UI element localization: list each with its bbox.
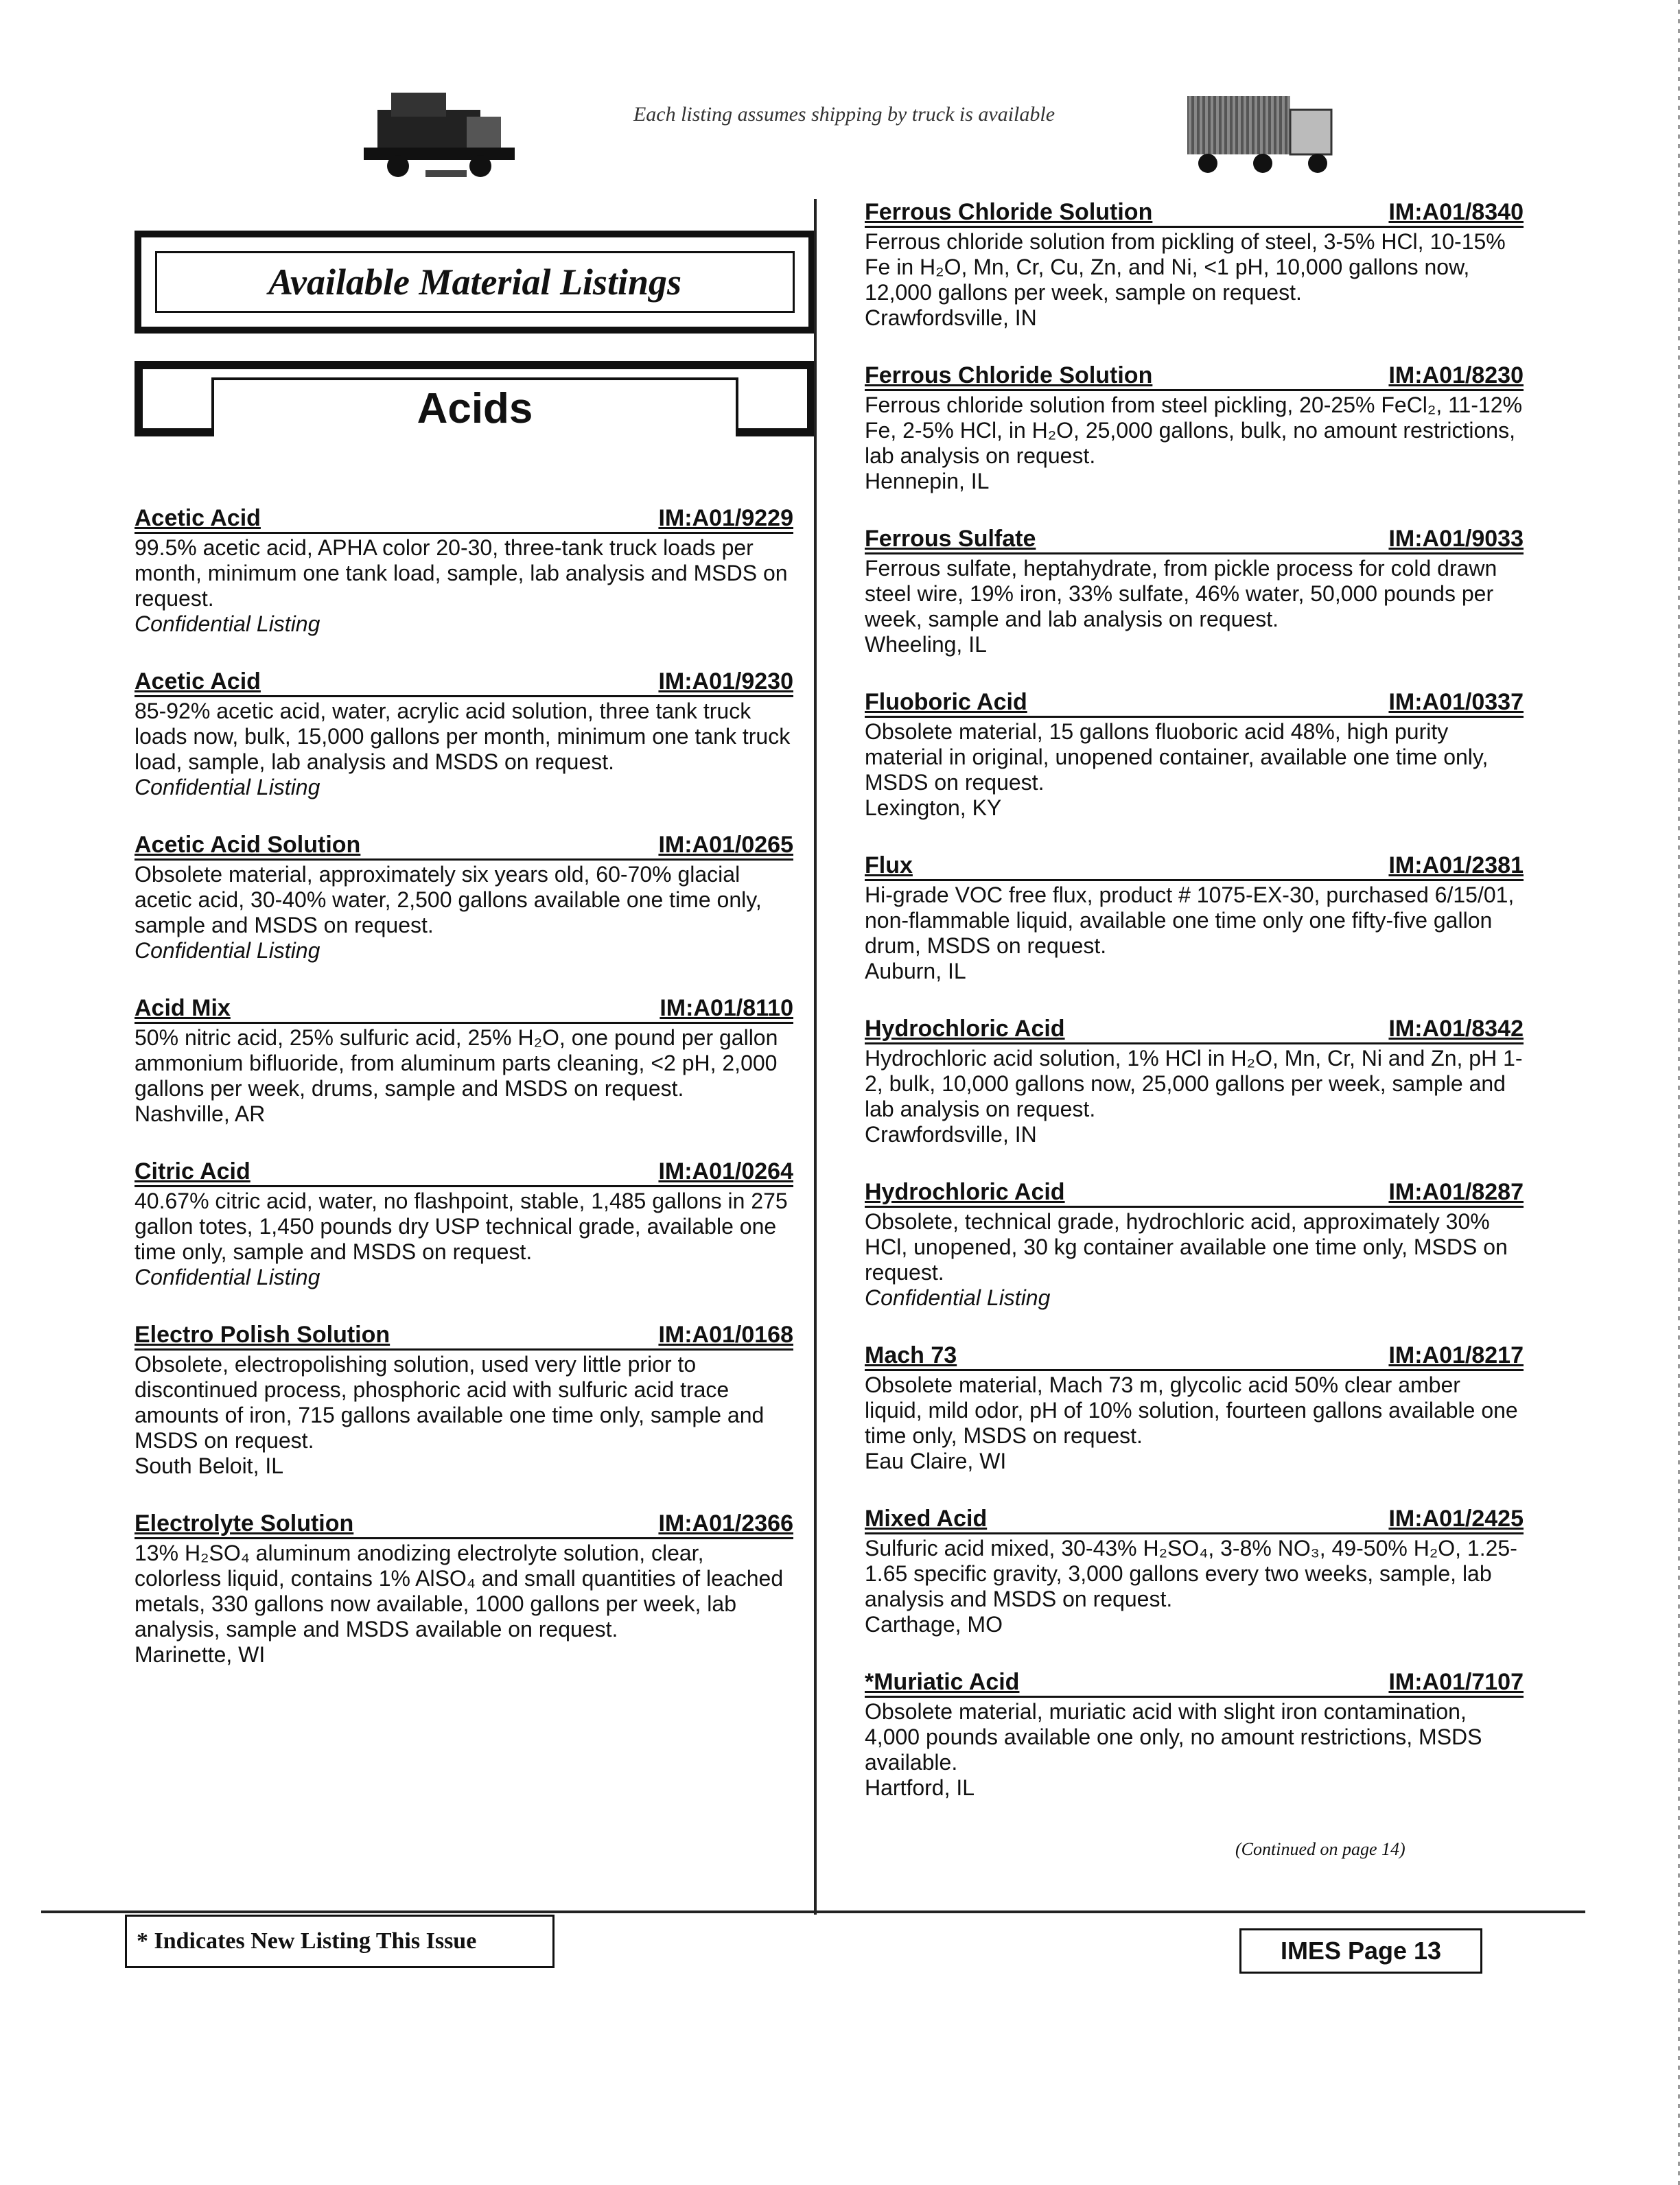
listing-description: Sulfuric acid mixed, 30-43% H₂SO₄, 3-8% NO₃, 49-50% H₂O, 1.25-1.65 specific gravity, 3,000 gallons every two weeks, sample, lab analysis and MSDS on request. (865, 1536, 1517, 1611)
listing-code: IM:A01/8287 (1388, 1179, 1524, 1205)
list-item (865, 852, 1524, 984)
listing-name: Fluoboric Acid (865, 689, 1027, 715)
listing-description: 40.67% citric acid, water, no flashpoint, stable, 1,485 gallons in 275 gallon totes, 1,450 pounds dry USP technical grade, available one time only, sample and MSDS on request. (135, 1189, 788, 1264)
listing-name: Hydrochloric Acid (865, 1016, 1065, 1042)
footer-divider (41, 1911, 1585, 1913)
listing-location: Hartford, IL (865, 1775, 975, 1800)
list-item (865, 362, 1524, 494)
listing-code: IM:A01/2366 (658, 1510, 793, 1536)
listing-location: Confidential Listing (135, 775, 320, 799)
listing-code: IM:A01/8230 (1388, 362, 1524, 388)
listing-description: Obsolete, electropolishing solution, used very little prior to discontinued process, phosphoric acid with sulfuric acid trace amounts of iron, 715 gallons available one time only, sample and MSDS on request. (135, 1352, 765, 1453)
list-item (865, 1669, 1524, 1801)
column-divider (814, 199, 817, 1915)
listing-description: Hydrochloric acid solution, 1% HCl in H₂O, Mn, Cr, Ni and Zn, pH 1-2, bulk, 10,000 gallons now, 25,000 gallons per week, sample and lab analysis on request. (865, 1046, 1523, 1121)
listing-name: Ferrous Chloride Solution (865, 362, 1153, 388)
listing-description: 13% H₂SO₄ aluminum anodizing electrolyte solution, clear, colorless liquid, contains 1% AlSO₄ and small quantities of leached metals, 330 gallons now available, 1000 gallons per week, lab analysis, sample and MSDS available on request. (135, 1541, 784, 1641)
listing-location: Hennepin, IL (865, 469, 990, 493)
listing-location: Nashville, AR (135, 1101, 266, 1126)
list-item (135, 995, 793, 1127)
listing-code: IM:A01/2425 (1388, 1506, 1524, 1532)
listing-name: Electro Polish Solution (135, 1322, 390, 1348)
shipping-tagline: Each listing assumes shipping by truck is available (633, 103, 1055, 126)
listing-location: Eau Claire, WI (865, 1449, 1007, 1473)
listing-name: Electrolyte Solution (135, 1510, 354, 1536)
listing-code: IM:A01/0337 (1388, 689, 1524, 715)
section-banner (135, 361, 815, 436)
listing-description: Obsolete, technical grade, hydrochloric acid, approximately 30% HCl, unopened, 30 kg container available one time only, MSDS on request. (865, 1209, 1508, 1285)
right-column (865, 199, 1524, 1832)
listing-code: IM:A01/8340 (1388, 199, 1524, 225)
listing-name: Acetic Acid (135, 668, 261, 694)
listing-name: Mixed Acid (865, 1506, 988, 1532)
listing-description: 99.5% acetic acid, APHA color 20-30, three-tank truck loads per month, minimum one tank load, sample, lab analysis and MSDS on request. (135, 535, 788, 611)
listing-description: Ferrous chloride solution from steel pickling, 20-25% FeCl₂, 11-12% Fe, 2-5% HCl, in H₂O, 25,000 gallons, bulk, no amount restrictions, lab analysis on request. (865, 393, 1523, 468)
listing-code: IM:A01/8217 (1388, 1342, 1524, 1368)
listing-name: Acetic Acid (135, 505, 261, 531)
listing-description: Ferrous sulfate, heptahydrate, from pickle process for cold drawn steel wire, 19% iron, 33% sulfate, 46% water, 50,000 pounds per week, sample and lab analysis on request. (865, 556, 1497, 631)
listing-name: Acid Mix (135, 995, 231, 1021)
listing-description: Obsolete material, muriatic acid with slight iron contamination, 4,000 pounds available one only, no amount restrictions, MSDS available. (865, 1699, 1482, 1775)
listing-description: Obsolete material, 15 gallons fluoboric acid 48%, high purity material in original, unopened container, available one time only, MSDS on request. (865, 719, 1489, 795)
listing-code: IM:A01/2381 (1388, 852, 1524, 878)
list-item (865, 689, 1524, 821)
list-item (135, 668, 793, 800)
listing-location: Carthage, MO (865, 1612, 1003, 1637)
listing-description: Obsolete material, approximately six years old, 60-70% glacial acetic acid, 30-40% water, 2,500 gallons available one time only, sample and MSDS on request. (135, 862, 762, 937)
listing-location: South Beloit, IL (135, 1453, 284, 1478)
listing-code: IM:A01/9033 (1388, 526, 1524, 552)
listings-title-box (135, 231, 815, 334)
listing-name: Flux (865, 852, 913, 878)
listing-code: IM:A01/8110 (660, 995, 793, 1021)
listing-location: Marinette, WI (135, 1642, 266, 1667)
listing-name: *Muriatic Acid (865, 1669, 1020, 1695)
list-item (135, 505, 793, 637)
listing-name: Mach 73 (865, 1342, 957, 1368)
listing-code: IM:A01/0168 (658, 1322, 793, 1348)
listing-description: Obsolete material, Mach 73 m, glycolic acid 50% clear amber liquid, mild odor, pH of 10% solution, fourteen gallons available one time only, MSDS on request. (865, 1372, 1518, 1448)
listing-code: IM:A01/0264 (658, 1158, 793, 1184)
listing-location: Crawfordsville, IN (865, 305, 1037, 330)
list-item (865, 199, 1524, 331)
list-item (865, 1016, 1524, 1147)
list-item (135, 832, 793, 963)
section-title: Acids (211, 377, 738, 436)
listing-name: Hydrochloric Acid (865, 1179, 1065, 1205)
list-item (865, 1179, 1524, 1311)
left-column (135, 505, 793, 1699)
tanker-truck-icon (1180, 82, 1345, 185)
listing-location: Wheeling, IL (865, 632, 987, 657)
list-item (135, 1510, 793, 1668)
listing-code: IM:A01/0265 (658, 832, 793, 858)
list-item (865, 1506, 1524, 1637)
list-item (865, 526, 1524, 657)
listing-location: Confidential Listing (135, 611, 320, 636)
listing-name: Acetic Acid Solution (135, 832, 361, 858)
listing-code: IM:A01/9229 (658, 505, 793, 531)
continued-note: (Continued on page 14) (1235, 1839, 1405, 1859)
listing-location: Confidential Listing (135, 1265, 320, 1289)
listing-description: 85-92% acetic acid, water, acrylic acid solution, three tank truck loads now, bulk, 15,000 gallons per month, minimum one tank truck load, sample, lab analysis and MSDS on request. (135, 699, 791, 774)
list-item (135, 1322, 793, 1479)
listing-location: Confidential Listing (865, 1285, 1051, 1310)
list-item (865, 1342, 1524, 1474)
listing-code: IM:A01/8342 (1388, 1016, 1524, 1042)
listing-name: Ferrous Chloride Solution (865, 199, 1153, 225)
listing-code: IM:A01/7107 (1388, 1669, 1524, 1695)
new-listing-legend: * Indicates New Listing This Issue (125, 1915, 555, 1968)
listing-description: 50% nitric acid, 25% sulfuric acid, 25% H₂O, one pound per gallon ammonium bifluoride, from aluminum parts cleaning, <2 pH, 2,000 gallons per week, drums, sample and MSDS on request. (135, 1025, 778, 1101)
listing-location: Confidential Listing (135, 938, 320, 963)
truck-cab-icon (364, 82, 522, 185)
listing-name: Ferrous Sulfate (865, 526, 1036, 552)
page-number: IMES Page 13 (1239, 1928, 1482, 1974)
listing-location: Auburn, IL (865, 959, 966, 983)
listing-location: Lexington, KY (865, 795, 1002, 820)
listing-code: IM:A01/9230 (658, 668, 793, 694)
listing-description: Ferrous chloride solution from pickling of steel, 3-5% HCl, 10-15% Fe in H₂O, Mn, Cr, Cu, Zn, and Ni, <1 pH, 10,000 gallons now, 12,000 gallons per week, sample on request. (865, 229, 1506, 305)
listing-name: Citric Acid (135, 1158, 250, 1184)
listing-location: Crawfordsville, IN (865, 1122, 1037, 1147)
page-title: Available Material Listings (155, 251, 795, 313)
listing-description: Hi-grade VOC free flux, product # 1075-EX-30, purchased 6/15/01, non-flammable liquid, available one time only one fifty-five gallon drum, MSDS on request. (865, 883, 1515, 958)
list-item (135, 1158, 793, 1290)
